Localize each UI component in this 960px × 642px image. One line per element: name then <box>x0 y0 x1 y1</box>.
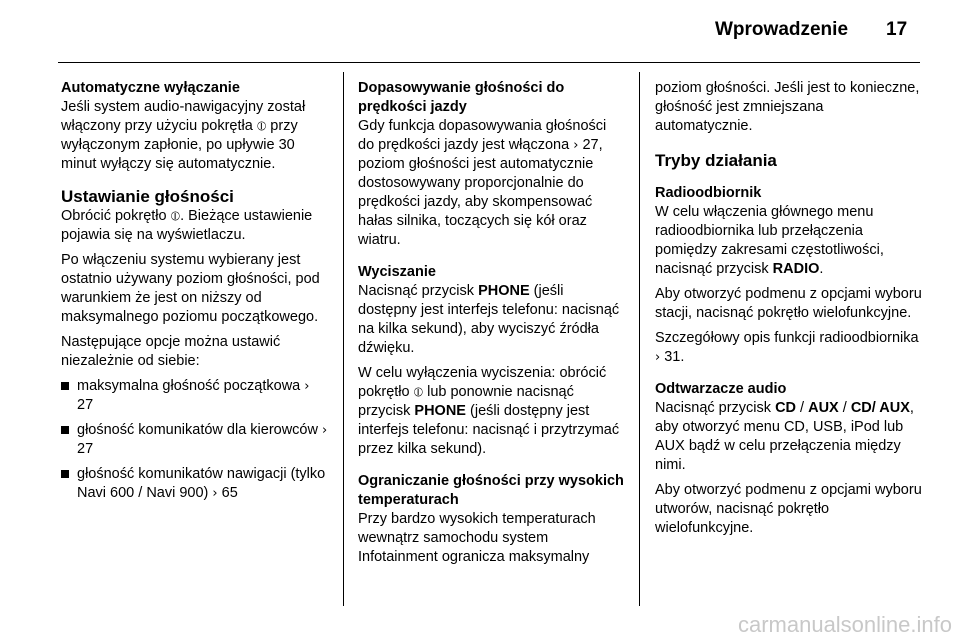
page-ref-icon: › <box>212 486 218 501</box>
aux-button-label: AUX <box>808 400 839 416</box>
list-item <box>61 421 329 459</box>
text: (jeśli dostępny jest interfejs telefonu: nacisnąć i przytrzymać przez kilka sekund). <box>358 403 620 457</box>
section-title-radio: Radioodbiornik <box>655 185 762 201</box>
page-ref-icon: › <box>304 379 310 394</box>
paragraph-mute-1 <box>358 282 626 358</box>
text: Szczegółowy opis funkcji radioodbiornika <box>655 330 919 346</box>
radio-button-label: RADIO <box>772 261 820 277</box>
section-title-auto-off: Automatyczne wyłączanie <box>61 80 240 96</box>
page-ref[interactable]: 65 <box>221 485 238 501</box>
paragraph-radio-3 <box>655 329 923 367</box>
paragraph-volume-2: Po włączeniu systemu wybierany jest ostatnio używany poziom głośności, pod warunkiem że jest on niższy od maksymalnego poziomu początkowego. <box>61 252 320 325</box>
page-ref[interactable]: 27 <box>77 441 94 457</box>
text: W celu wyłączenia wyciszenia: obrócić pokrętło <box>358 365 607 400</box>
page-title: Wprowadzenie <box>715 19 849 40</box>
section-title-speed-volume: Dopasowywanie głośności do prędkości jazdy <box>358 80 565 115</box>
text: W celu włączenia głównego menu radioodbiornika lub przełączenia pomiędzy zakresami częstotliwości, nacisnąć przycisk <box>655 204 884 277</box>
section-title-modes: Tryby działania <box>655 151 777 170</box>
power-knob-icon: ⦶ <box>170 209 181 224</box>
column-3 <box>655 79 923 538</box>
text: Jeśli system audio-nawigacyjny został włączony przy użyciu pokrętła <box>61 99 306 134</box>
page-number: 17 <box>886 19 908 40</box>
text: Nacisnąć przycisk <box>655 400 776 416</box>
page-ref[interactable]: 31 <box>664 349 681 365</box>
text: głośność komunikatów nawigacji (tylko Navi 600 / Navi 900) <box>77 466 326 501</box>
paragraph-audio-1 <box>655 399 923 475</box>
cd-button-label: CD <box>775 400 797 416</box>
page-ref-icon: › <box>655 350 661 365</box>
paragraph-auto-off <box>61 98 329 174</box>
text: Gdy funkcja dopasowywania głośności do prędkości jazdy jest włączona <box>358 118 607 153</box>
text: , poziom głośności jest automatycznie dostosowywany proporcjonalnie do prędkości jazdy, aby skompensować hałas silnika, toczących się kół oraz wiatru. <box>358 137 603 248</box>
page-header <box>0 10 960 50</box>
paragraph-audio-2: Aby otworzyć podmenu z opcjami wyboru utworów, nacisnąć pokrętło wielofunkcyjne. <box>655 482 922 536</box>
paragraph-volume-3: Następujące opcje można ustawić niezależnie od siebie: <box>61 334 281 369</box>
section-title-mute: Wyciszanie <box>358 264 436 280</box>
text: Nacisnąć przycisk <box>358 283 479 299</box>
text: przy wyłączonym zapłonie, po upływie 30 minut wyłączy się automatycznie. <box>61 118 298 172</box>
page-ref[interactable]: 27 <box>77 397 94 413</box>
watermark: carmanualsonline.info <box>737 612 952 637</box>
text: lub ponownie nacisnąć przycisk <box>358 384 574 419</box>
bullet-icon <box>61 382 69 390</box>
text: , aby otworzyć menu CD, USB, iPod lub AUX bądź w celu przełączenia między nimi. <box>655 400 914 473</box>
bullet-icon <box>61 470 69 478</box>
page-ref-icon: › <box>322 423 328 438</box>
page-ref-icon: › <box>573 138 579 153</box>
volume-options-list <box>61 377 329 503</box>
list-item <box>61 465 329 503</box>
column-1 <box>61 79 329 503</box>
text: (jeśli dostępny jest interfejs telefonu: nacisnąć na kilka sekund), aby wyciszyć źródła dźwięku. <box>358 283 620 356</box>
phone-button-label: PHONE <box>414 403 466 419</box>
column-2 <box>358 79 626 567</box>
text: Obrócić pokrętło <box>61 208 171 224</box>
text: . <box>680 349 685 365</box>
paragraph-mute-2 <box>358 364 626 459</box>
text: . Bieżące ustawienie pojawia się na wyświetlaczu. <box>61 208 313 243</box>
phone-button-label: PHONE <box>478 283 530 299</box>
paragraph-continued: poziom głośności. Jeśli jest to konieczne, głośność jest zmniejszana automatycznie. <box>655 80 920 134</box>
paragraph-volume-1 <box>61 207 329 245</box>
section-title-temp-limit: Ograniczanie głośności przy wysokich temperaturach <box>358 473 624 508</box>
cd-aux-button-label: CD/ AUX <box>850 400 910 416</box>
paragraph-radio-2: Aby otworzyć podmenu z opcjami wyboru stacji, nacisnąć pokrętło wielofunkcyjne. <box>655 286 922 321</box>
page-ref[interactable]: 27 <box>582 137 599 153</box>
paragraph-radio-1 <box>655 203 923 279</box>
bullet-icon <box>61 426 69 434</box>
section-title-volume: Ustawianie głośności <box>61 187 234 206</box>
power-knob-icon: ⦶ <box>256 119 267 134</box>
text: / <box>796 400 809 416</box>
text: głośność komunikatów dla kierowców <box>77 422 322 438</box>
paragraph-speed-volume <box>358 117 626 250</box>
section-title-audio-players: Odtwarzacze audio <box>655 381 787 397</box>
text: . <box>819 261 824 277</box>
header-divider <box>58 62 920 63</box>
text: maksymalna głośność początkowa <box>77 378 305 394</box>
power-knob-icon: ⦶ <box>413 385 424 400</box>
column-divider-1 <box>343 72 344 606</box>
paragraph-temp-limit: Przy bardzo wysokich temperaturach wewnątrz samochodu system Infotainment ogranicza maksymalny <box>358 511 596 565</box>
text: / <box>838 400 851 416</box>
list-item <box>61 377 329 415</box>
column-divider-2 <box>639 72 640 606</box>
